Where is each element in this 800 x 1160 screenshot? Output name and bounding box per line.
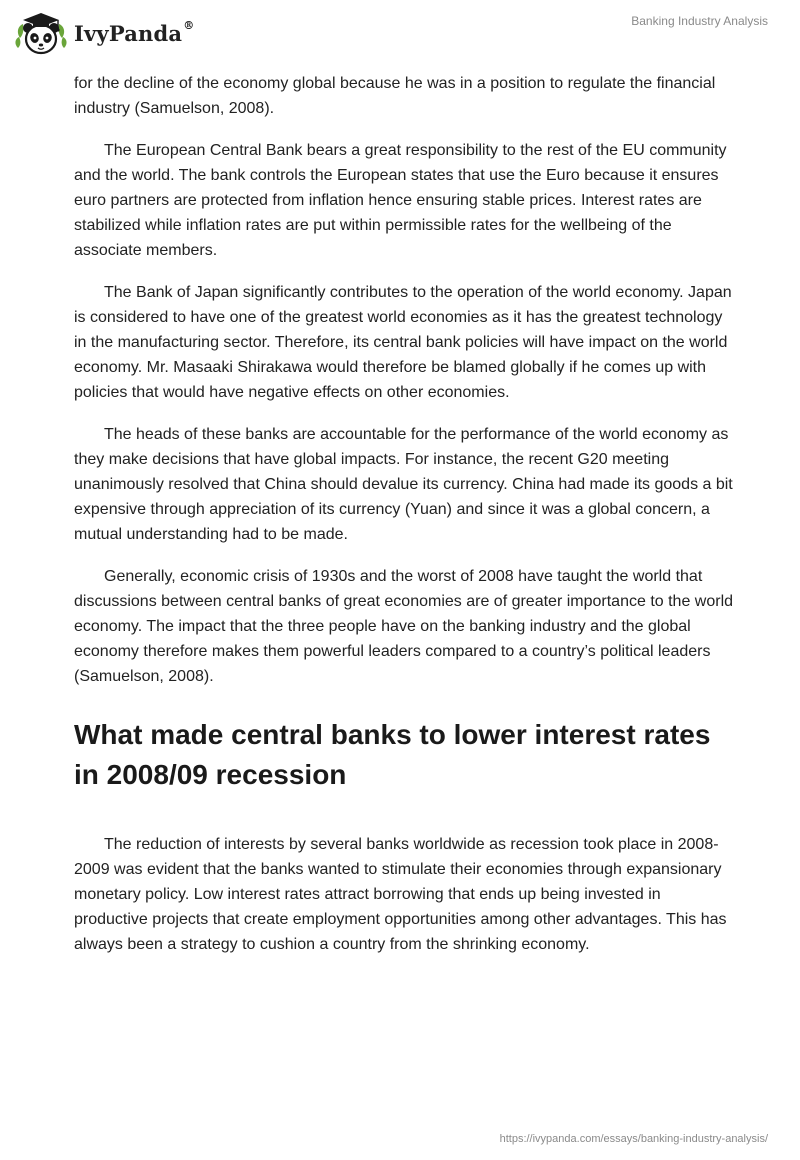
paragraph-ecb: The European Central Bank bears a great responsibility to the rest of the EU community and the world. The bank controls the European states that use the Euro because it ensures euro partners are protected from inflation hence ensuring stable prices. Interest rates are stabilized while inflation rates are put within permissible rates for the wellbeing of the associate members. <box>74 142 727 259</box>
essay-content <box>74 71 734 974</box>
paragraph-interest-rates: The reduction of interests by several banks worldwide as recession took place in 2008-2009 was evident that the banks wanted to stimulate their economies through expansionary monetary policy. Low interest rates attract borrowing that ends up being invested in productive projects that create employment opportunities among other advantages. This has always been a strategy to cushion a country from the shrinking economy. <box>74 836 727 953</box>
source-url-link[interactable]: https://ivypanda.com/essays/banking-industry-analysis/ <box>499 1133 768 1145</box>
section-heading: What made central banks to lower interest rates in 2008/09 recession <box>74 719 711 790</box>
page-header <box>0 0 800 70</box>
paragraph-bank-of-japan: The Bank of Japan significantly contributes to the operation of the world economy. Japan is considered to have one of the greatest world economies as it has the greatest technology in the manufacturing sector. Therefore, its central bank policies will have impact on the world economy. Mr. Masaaki Shirakawa would therefore be blamed globally if he comes up with policies that would have negative effects on other economies. <box>74 284 732 401</box>
registered-mark: ® <box>183 18 195 32</box>
brand-name <box>74 18 195 46</box>
paragraph-bank-heads: The heads of these banks are accountable for the performance of the world economy as they make decisions that have global impacts. For instance, the recent G20 meeting unanimously resolved that China should devalue its currency. China had made its goods a bit expensive through appreciation of its currency (Yuan) and since it was a global concern, a mutual understanding had to be made. <box>74 426 733 543</box>
document-title: Banking Industry Analysis <box>631 14 768 28</box>
ivypanda-logo[interactable] <box>14 8 194 58</box>
paragraph-conclusion: Generally, economic crisis of 1930s and the worst of 2008 have taught the world that discussions between central banks of great economies are of greater importance to the world economy. The impact that the three people have on the banking industry and the global economy therefore makes them powerful leaders compared to a country’s political leaders (Samuelson, 2008). <box>74 568 734 685</box>
paragraph-continued: for the decline of the economy global because he was in a position to regulate the financial industry (Samuelson, 2008). <box>74 75 716 117</box>
panda-graduation-cap-icon <box>14 8 68 58</box>
brand-wordmark: IvyPanda <box>74 20 183 46</box>
